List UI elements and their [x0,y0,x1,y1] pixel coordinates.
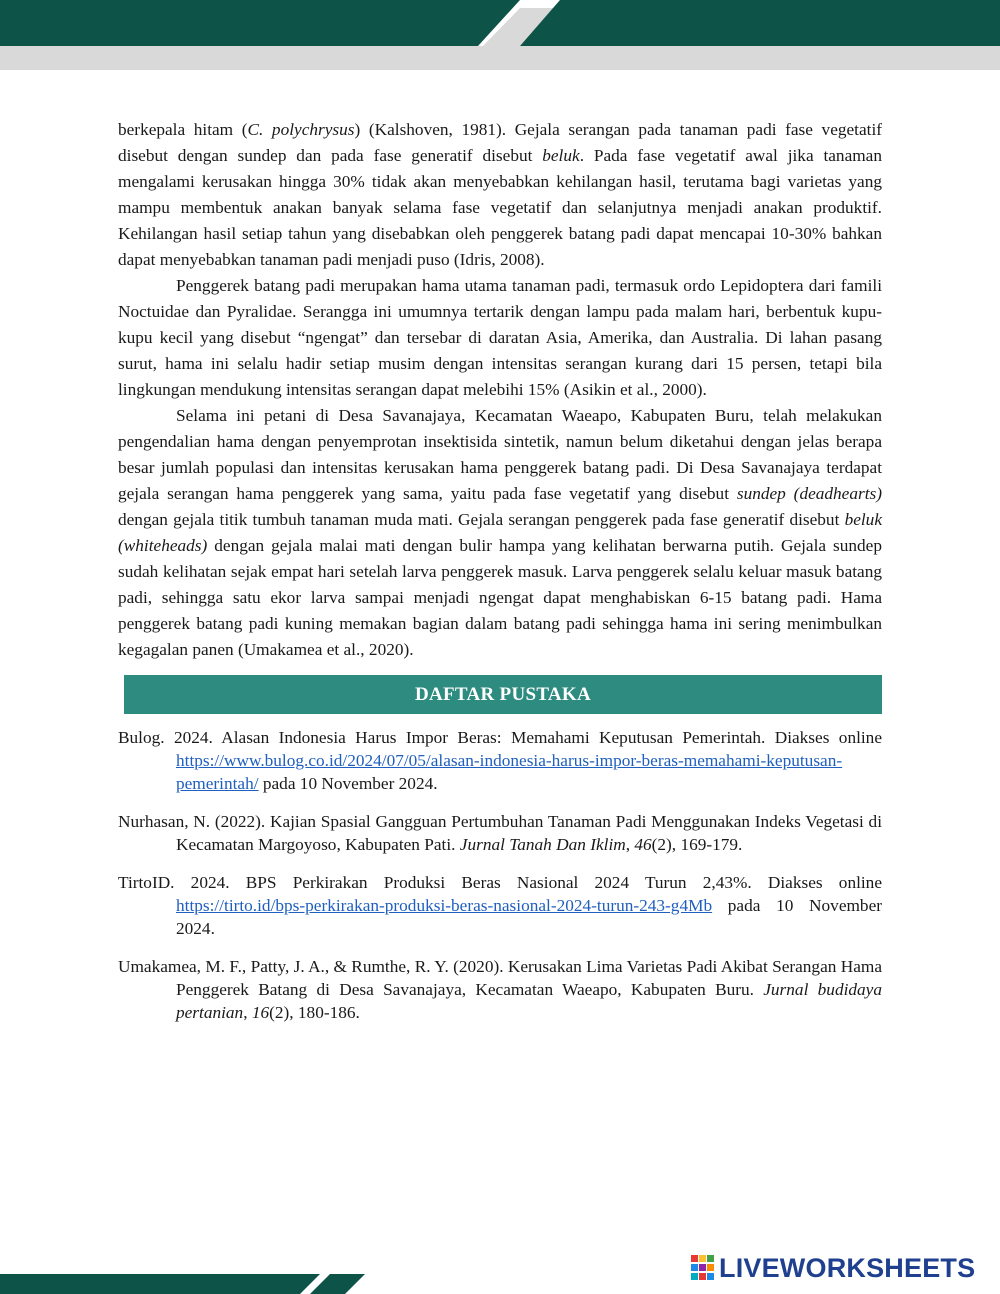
italic-text: sundep (deadhearts) [736,484,882,503]
text-run: , [243,1003,252,1022]
top-header-band [0,0,1000,70]
section-heading-daftar-pustaka: DAFTAR PUSTAKA [124,675,882,714]
liveworksheets-logo-text: LIVEWORKSHEETS [719,1253,976,1283]
text-run: Nurhasan, N. (2022). Kajian Spasial Gangguan Pertumbuhan Tanaman Padi Menggunakan Indeks Vegetasi di Kecamatan Margoyoso, Kabupaten Pati. [118,812,882,854]
italic-text: 16 [251,1003,270,1022]
text-run: Selama ini petani di Desa Savanajaya, Kecamatan Waeapo, Kabupaten Buru, telah melakukan pengendalian hama dengan penyemprotan insektisida sintetik, namun belum diketahui dengan jelas berapa besar jumlah populasi dan intensitas kerusakan hama penggerek batang padi. Di Desa Savanajaya terdapat gejala serangan hama penggerek yang sama, yaitu pada fase vegetatif yang disebut [118,406,882,503]
text-run: (2), 169-179. [651,835,743,854]
page-content [118,117,882,1039]
reference-list [118,726,882,1024]
italic-text: C. polychrysus [247,120,355,139]
body-paragraph-2 [118,273,882,403]
text-run: berkepala hitam ( [118,120,248,139]
liveworksheets-logo-icon [691,1255,715,1281]
text-run: Penggerek batang padi merupakan hama utama tanaman padi, termasuk ordo Lepidoptera dari famili Noctuidae dan Pyralidae. Serangga ini umumnya tertarik dengan lampu pada malam hari, berbentuk kupu-kupu kecil yang disebut “ngengat” dan tersebar di daratan Asia, Amerika, dan Australia. Di lahan pasang surut, hama ini selalu hadir setiap musim dengan intensitas serangan kurang dari 15 persen, tetapi bila lingkungan mendukung intensitas serangan dapat melebihi 15% (Asikin et al., 2000). [118,276,882,399]
text-run: TirtoID. 2024. BPS Perkirakan Produksi Beras Nasional 2024 Turun 2,43%. Diakses online [118,873,882,892]
liveworksheets-logo[interactable] [691,1253,975,1283]
reference-item-nurhasan [118,810,882,856]
italic-text: beluk (whiteheads) [118,510,882,555]
text-run: ) (Kalshoven, 1981). Gejala serangan pada tanaman padi fase vegetatif disebut dengan sundep dan pada fase generatif disebut [118,120,883,165]
text-run: Bulog. 2024. Alasan Indonesia Harus Impor Beras: Memahami Keputusan Pemerintah. Diakses online [118,728,882,747]
reference-link[interactable]: https://www.bulog.co.id/2024/07/05/alasan-indonesia-harus-impor-beras-memahami-keputusan-pemerintah/ [176,751,843,793]
italic-text: 46 [634,835,652,854]
italic-text: Jurnal Tanah Dan Iklim [459,835,626,854]
text-run: . Pada fase vegetatif awal jika tanaman mengalami kerusakan hingga 30% tidak akan menyebabkan kehilangan hasil, terutama bagi varietas yang mampu membentuk anakan banyak selama fase vegetatif dan selanjutnya menjadi anakan produktif. Kehilangan hasil setiap tahun yang disebabkan oleh penggerek batang padi dapat mencapai 10-30% bahkan dapat menyebabkan tanaman padi menjadi puso (Idris, 2008). [118,146,882,269]
text-run: (2), 180-186. [269,1003,360,1022]
body-paragraph-1 [118,117,882,273]
bottom-footer-band [0,1270,400,1294]
text-run: dengan gejala malai mati dengan bulir hampa yang kelihatan berwarna putih. Gejala sundep sudah kelihatan sejak empat hari setelah larva penggerek masuk. Larva penggerek selalu keluar masuk batang padi, sehingga satu ekor larva sampai menjadi ngengat dapat menghabiskan 6-15 batang padi. Hama penggerek batang padi kuning memakan bagian dalam batang padi sehingga hama ini sering menimbulkan kegagalan panen (Umakamea et al., 2020). [118,536,882,659]
reference-item-tirtoid [118,871,882,940]
body-paragraph-3 [118,403,882,663]
text-run: , [625,835,635,854]
reference-item-umakamea [118,955,882,1024]
text-run: pada 10 November 2024. [258,774,438,793]
text-run: Umakamea, M. F., Patty, J. A., & Rumthe, R. Y. (2020). Kerusakan Lima Varietas Padi Akibat Serangan Hama Penggerek Batang di Desa Savanajaya, Kecamatan Waeapo, Kabupaten Buru. [118,957,882,999]
reference-link[interactable]: https://tirto.id/bps-perkirakan-produksi-beras-nasional-2024-turun-243-g4Mb [176,896,713,915]
reference-item-bulog [118,726,882,795]
text-run: dengan gejala titik tumbuh tanaman muda mati. Gejala serangan penggerek pada fase generatif disebut [118,510,845,529]
text-run: pada 10 November 2024. [176,896,882,938]
italic-text: beluk [542,146,580,165]
italic-text: Jurnal budidaya pertanian [176,980,882,1022]
